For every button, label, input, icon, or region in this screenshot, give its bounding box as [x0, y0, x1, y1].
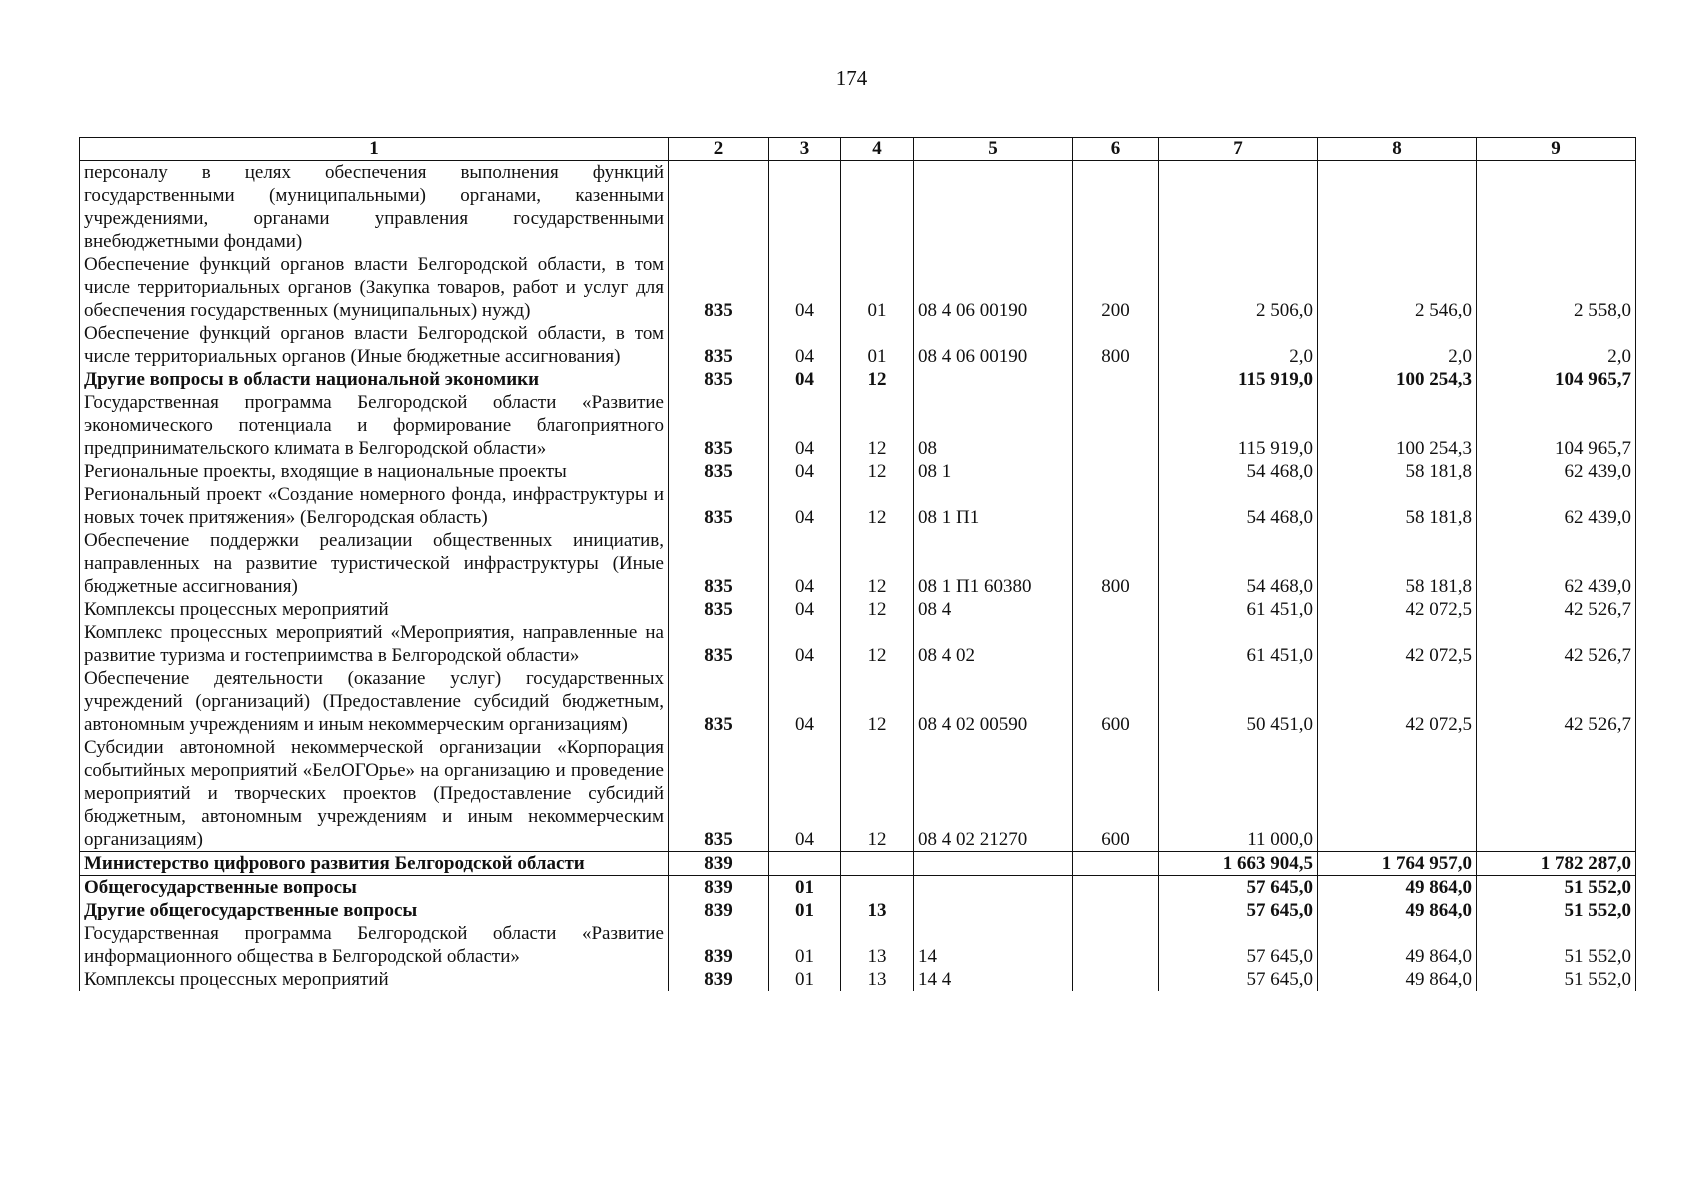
row-amount-year1: 57 645,0: [1159, 899, 1318, 922]
row-expense-type: 800: [1073, 322, 1159, 368]
row-amount-year1: 57 645,0: [1159, 968, 1318, 991]
row-section-code: 04: [769, 391, 841, 460]
row-expense-type: [1073, 598, 1159, 621]
header-cell: 4: [841, 138, 914, 161]
row-ved-code: 835: [669, 253, 769, 322]
row-amount-year3: 62 439,0: [1477, 529, 1636, 598]
row-amount-year2: 49 864,0: [1318, 922, 1477, 968]
row-section-code: 04: [769, 253, 841, 322]
row-amount-year2: 42 072,5: [1318, 598, 1477, 621]
row-ved-code: 835: [669, 736, 769, 852]
row-amount-year2: 42 072,5: [1318, 667, 1477, 736]
row-subsection-code: 01: [841, 322, 914, 368]
row-section-code: [769, 852, 841, 876]
row-amount-year3: 1 782 287,0: [1477, 852, 1636, 876]
row-target-article: 14: [914, 922, 1073, 968]
row-section-code: 01: [769, 876, 841, 900]
row-name: Региональный проект «Создание номерного фонда, инфраструктуры и новых точек притяжения» (Белгородская область): [80, 483, 669, 529]
row-subsection-code: [841, 852, 914, 876]
row-subsection-code: 12: [841, 460, 914, 483]
row-name: Другие вопросы в области национальной экономики: [80, 368, 669, 391]
row-amount-year1: 2,0: [1159, 322, 1318, 368]
row-ved-code: 835: [669, 322, 769, 368]
row-ved-code: 839: [669, 899, 769, 922]
row-ved-code: [669, 161, 769, 254]
header-cell: 8: [1318, 138, 1477, 161]
row-ved-code: 839: [669, 968, 769, 991]
row-target-article: [914, 876, 1073, 900]
row-amount-year3: 104 965,7: [1477, 391, 1636, 460]
table-row: [80, 322, 1636, 368]
budget-table: [79, 137, 1636, 991]
table-row: [80, 968, 1636, 991]
row-amount-year2: 100 254,3: [1318, 368, 1477, 391]
row-section-code: 04: [769, 621, 841, 667]
row-target-article: 14 4: [914, 968, 1073, 991]
row-name: Общегосударственные вопросы: [80, 876, 669, 900]
row-name: Субсидии автономной некоммерческой организации «Корпорация событийных мероприятий «БелОГОрье» на организацию и проведение мероприятий и творческих проектов (Предоставление субсидий бюджетным, автономным учреждениям и иным некоммерческим организациям): [80, 736, 669, 852]
row-amount-year1: 2 506,0: [1159, 253, 1318, 322]
row-amount-year2: 49 864,0: [1318, 899, 1477, 922]
row-subsection-code: 12: [841, 529, 914, 598]
row-amount-year3: 51 552,0: [1477, 876, 1636, 900]
row-expense-type: [1073, 968, 1159, 991]
row-amount-year1: 50 451,0: [1159, 667, 1318, 736]
row-section-code: 04: [769, 460, 841, 483]
row-section-code: 01: [769, 968, 841, 991]
header-cell: 5: [914, 138, 1073, 161]
header-cell: 3: [769, 138, 841, 161]
row-amount-year3: 51 552,0: [1477, 899, 1636, 922]
row-amount-year2: [1318, 736, 1477, 852]
row-subsection-code: 12: [841, 667, 914, 736]
row-name: Государственная программа Белгородской области «Развитие экономического потенциала и формирование благоприятного предпринимательского климата в Белгородской области»: [80, 391, 669, 460]
row-target-article: 08 4 02 00590: [914, 667, 1073, 736]
row-target-article: 08 1 П1: [914, 483, 1073, 529]
row-subsection-code: 12: [841, 483, 914, 529]
table-row: [80, 852, 1636, 876]
row-expense-type: [1073, 391, 1159, 460]
table-row: [80, 253, 1636, 322]
row-ved-code: 835: [669, 529, 769, 598]
row-amount-year3: 62 439,0: [1477, 460, 1636, 483]
row-target-article: 08 4 02 21270: [914, 736, 1073, 852]
row-target-article: 08 4 06 00190: [914, 322, 1073, 368]
row-amount-year1: 115 919,0: [1159, 368, 1318, 391]
row-name: Обеспечение функций органов власти Белгородской области, в том числе территориальных органов (Закупка товаров, работ и услуг для обеспечения государственных (муниципальных) нужд): [80, 253, 669, 322]
table-row: [80, 391, 1636, 460]
table-row: [80, 529, 1636, 598]
row-expense-type: [1073, 876, 1159, 900]
row-ved-code: 839: [669, 876, 769, 900]
row-amount-year3: 42 526,7: [1477, 621, 1636, 667]
row-name: Региональные проекты, входящие в национальные проекты: [80, 460, 669, 483]
table-row: [80, 922, 1636, 968]
row-amount-year2: 2 546,0: [1318, 253, 1477, 322]
row-expense-type: 800: [1073, 529, 1159, 598]
table-row: [80, 736, 1636, 852]
header-cell: 7: [1159, 138, 1318, 161]
row-amount-year2: 49 864,0: [1318, 968, 1477, 991]
header-row: [80, 138, 1636, 161]
row-name: Министерство цифрового развития Белгородской области: [80, 852, 669, 876]
row-subsection-code: 13: [841, 968, 914, 991]
row-expense-type: 600: [1073, 736, 1159, 852]
row-target-article: [914, 368, 1073, 391]
row-amount-year3: 2 558,0: [1477, 253, 1636, 322]
row-section-code: 04: [769, 483, 841, 529]
row-expense-type: [1073, 368, 1159, 391]
row-amount-year1: 61 451,0: [1159, 598, 1318, 621]
row-section-code: 01: [769, 899, 841, 922]
table-row: [80, 598, 1636, 621]
row-subsection-code: 12: [841, 391, 914, 460]
header-cell: 6: [1073, 138, 1159, 161]
row-expense-type: [1073, 460, 1159, 483]
row-target-article: 08 4 02: [914, 621, 1073, 667]
row-section-code: [769, 161, 841, 254]
row-subsection-code: [841, 876, 914, 900]
row-amount-year3: 51 552,0: [1477, 968, 1636, 991]
row-expense-type: [1073, 852, 1159, 876]
row-amount-year3: 42 526,7: [1477, 667, 1636, 736]
row-subsection-code: 12: [841, 736, 914, 852]
table-row: [80, 899, 1636, 922]
row-target-article: 08 1: [914, 460, 1073, 483]
row-name: Обеспечение поддержки реализации общественных инициатив, направленных на развитие туристической инфраструктуры (Иные бюджетные ассигнования): [80, 529, 669, 598]
row-ved-code: 835: [669, 368, 769, 391]
row-amount-year1: 61 451,0: [1159, 621, 1318, 667]
row-name: Комплексы процессных мероприятий: [80, 598, 669, 621]
row-name: Другие общегосударственные вопросы: [80, 899, 669, 922]
row-expense-type: [1073, 922, 1159, 968]
row-name: Комплексы процессных мероприятий: [80, 968, 669, 991]
header-cell: 1: [80, 138, 669, 161]
row-name: Обеспечение функций органов власти Белгородской области, в том числе территориальных органов (Иные бюджетные ассигнования): [80, 322, 669, 368]
row-expense-type: [1073, 621, 1159, 667]
row-target-article: [914, 899, 1073, 922]
table-row: [80, 483, 1636, 529]
row-amount-year1: 54 468,0: [1159, 483, 1318, 529]
row-section-code: 01: [769, 922, 841, 968]
row-amount-year3: [1477, 736, 1636, 852]
row-name: Государственная программа Белгородской области «Развитие информационного общества в Белгородской области»: [80, 922, 669, 968]
row-subsection-code: 12: [841, 621, 914, 667]
row-amount-year3: 42 526,7: [1477, 598, 1636, 621]
row-amount-year2: 49 864,0: [1318, 876, 1477, 900]
row-amount-year1: 54 468,0: [1159, 529, 1318, 598]
row-amount-year2: 58 181,8: [1318, 529, 1477, 598]
row-amount-year2: 58 181,8: [1318, 460, 1477, 483]
table-row: [80, 161, 1636, 254]
row-section-code: 04: [769, 598, 841, 621]
row-amount-year2: 1 764 957,0: [1318, 852, 1477, 876]
row-section-code: 04: [769, 529, 841, 598]
row-amount-year3: 104 965,7: [1477, 368, 1636, 391]
row-amount-year1: 115 919,0: [1159, 391, 1318, 460]
table-row: [80, 460, 1636, 483]
row-amount-year1: 57 645,0: [1159, 876, 1318, 900]
page-number: 174: [835, 66, 868, 90]
row-name: Обеспечение деятельности (оказание услуг) государственных учреждений (организаций) (Предоставление субсидий бюджетным, автономным учреждениям и иным некоммерческим организациям): [80, 667, 669, 736]
row-amount-year1: 57 645,0: [1159, 922, 1318, 968]
row-expense-type: [1073, 483, 1159, 529]
row-amount-year2: 58 181,8: [1318, 483, 1477, 529]
row-target-article: 08 4 06 00190: [914, 253, 1073, 322]
row-name: Комплекс процессных мероприятий «Мероприятия, направленные на развитие туризма и гостеприимства в Белгородской области»: [80, 621, 669, 667]
row-subsection-code: 13: [841, 922, 914, 968]
row-ved-code: 839: [669, 922, 769, 968]
row-ved-code: 835: [669, 598, 769, 621]
row-subsection-code: 12: [841, 368, 914, 391]
row-section-code: 04: [769, 368, 841, 391]
row-subsection-code: [841, 161, 914, 254]
row-ved-code: 835: [669, 391, 769, 460]
header-cell: 2: [669, 138, 769, 161]
row-ved-code: 835: [669, 483, 769, 529]
row-amount-year3: 51 552,0: [1477, 922, 1636, 968]
row-target-article: 08 1 П1 60380: [914, 529, 1073, 598]
row-target-article: 08 4: [914, 598, 1073, 621]
row-amount-year2: [1318, 161, 1477, 254]
row-name: персоналу в целях обеспечения выполнения функций государственными (муниципальными) органами, казенными учреждениями, органами управления государственными внебюджетными фондами): [80, 161, 669, 254]
row-subsection-code: 01: [841, 253, 914, 322]
row-amount-year1: 54 468,0: [1159, 460, 1318, 483]
row-section-code: 04: [769, 736, 841, 852]
row-target-article: 08: [914, 391, 1073, 460]
row-amount-year2: 2,0: [1318, 322, 1477, 368]
row-section-code: 04: [769, 322, 841, 368]
row-ved-code: 835: [669, 621, 769, 667]
row-expense-type: [1073, 161, 1159, 254]
row-amount-year2: 100 254,3: [1318, 391, 1477, 460]
row-expense-type: 600: [1073, 667, 1159, 736]
row-amount-year3: 2,0: [1477, 322, 1636, 368]
row-amount-year1: [1159, 161, 1318, 254]
row-target-article: [914, 161, 1073, 254]
header-cell: 9: [1477, 138, 1636, 161]
row-expense-type: [1073, 899, 1159, 922]
row-amount-year1: 11 000,0: [1159, 736, 1318, 852]
row-ved-code: 839: [669, 852, 769, 876]
row-amount-year1: 1 663 904,5: [1159, 852, 1318, 876]
row-ved-code: 835: [669, 667, 769, 736]
row-subsection-code: 13: [841, 899, 914, 922]
row-section-code: 04: [769, 667, 841, 736]
row-subsection-code: 12: [841, 598, 914, 621]
row-ved-code: 835: [669, 460, 769, 483]
table-row: [80, 368, 1636, 391]
table-row: [80, 667, 1636, 736]
row-amount-year2: 42 072,5: [1318, 621, 1477, 667]
row-target-article: [914, 852, 1073, 876]
row-amount-year3: 62 439,0: [1477, 483, 1636, 529]
row-amount-year3: [1477, 161, 1636, 254]
row-expense-type: 200: [1073, 253, 1159, 322]
table-row: [80, 621, 1636, 667]
table-row: [80, 876, 1636, 900]
